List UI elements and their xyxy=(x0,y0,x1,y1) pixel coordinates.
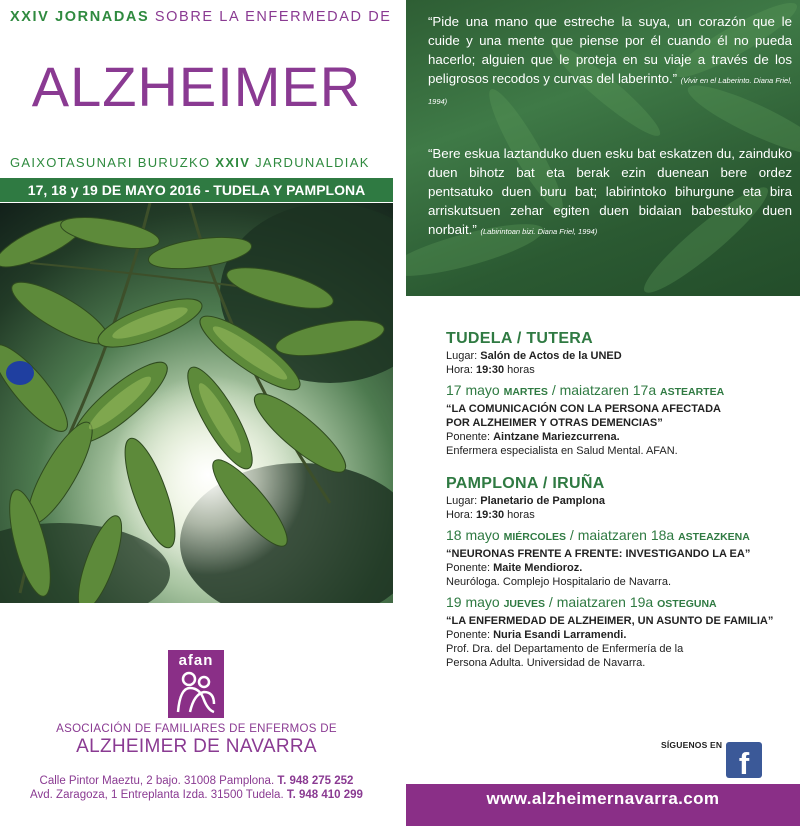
quote-basque-text: “Bere eskua laztanduko duen esku bat eskatzen du, zainduko duen bihotz bat eta berak ezin duenean bere ordez pentsatuko duen buru bat; labirintoko bihurgune eta bira arriskutsuen zehar egiten duen bidaian babestuko duen norbait.” xyxy=(428,146,792,237)
time-tudela xyxy=(446,363,796,377)
talk-title: “NEURONAS FRENTE A FRENTE: INVESTIGANDO LA EA” xyxy=(446,548,751,560)
session-date-es: 19 mayo xyxy=(446,594,500,610)
date-separator: / xyxy=(548,594,553,610)
session-day-es: MARTES xyxy=(503,386,548,398)
phone-pamplona: T. 948 275 252 xyxy=(277,775,354,787)
quote-basque-source: (Labirintoan bizi. Diana Friel, 1994) xyxy=(480,227,598,236)
date-banner: 17, 18 y 19 DE MAYO 2016 - TUDELA Y PAMPLONA xyxy=(0,178,393,202)
venue-pamplona xyxy=(446,494,796,508)
speaker-name: Nuria Esandi Larramendi. xyxy=(493,629,627,641)
jornadas-word: JORNADAS xyxy=(55,9,150,25)
speaker-role: Neuróloga. Complejo Hospitalario de Navarra. xyxy=(446,576,672,588)
time-unit: horas xyxy=(507,509,535,521)
association-name-line1: ASOCIACIÓN DE FAMILIARES DE ENFERMOS DE xyxy=(56,723,337,735)
facebook-icon[interactable]: f xyxy=(726,742,762,778)
session-date-eu: maiatzaren 19a xyxy=(556,594,654,610)
left-panel xyxy=(0,0,393,826)
session-date-eu: maiatzaren 17a xyxy=(559,382,657,398)
afan-logo xyxy=(168,650,224,718)
speaker-name: Maite Mendioroz. xyxy=(493,562,583,574)
speaker xyxy=(446,430,796,444)
session-date xyxy=(446,528,796,544)
basque-edition-number: XXIV xyxy=(215,155,251,170)
session-date-es: 18 mayo xyxy=(446,527,500,543)
speaker-label: Ponente: xyxy=(446,431,491,443)
speaker-role-cont: Persona Adulta. Universidad de Navarra. xyxy=(446,657,646,669)
session-day-eu: OSTEGUNA xyxy=(657,598,717,610)
session-day-es: MIÉRCOLES xyxy=(503,531,567,543)
speaker-label: Ponente: xyxy=(446,562,491,574)
city-heading-pamplona: PAMPLONA / IRUÑA xyxy=(446,475,605,492)
quote-panel xyxy=(406,0,800,296)
speaker-label: Ponente: xyxy=(446,629,491,641)
speaker-role: Prof. Dra. del Departamento de Enfermería de la xyxy=(446,643,684,655)
session-day-es: JUEVES xyxy=(503,598,546,610)
schedule xyxy=(446,332,796,670)
leaves-photo xyxy=(0,203,393,603)
website-link[interactable]: www.alzheimernavarra.com xyxy=(406,784,800,826)
event-header-line2 xyxy=(10,155,370,170)
venue-name: Planetario de Pamplona xyxy=(480,495,605,507)
time-label: Hora: xyxy=(446,509,473,521)
phone-tudela: T. 948 410 299 xyxy=(286,789,363,801)
date-separator: / xyxy=(551,382,556,398)
logo-wordmark: afan xyxy=(178,652,214,669)
session-date xyxy=(446,383,796,399)
talk-title: “LA ENFERMEDAD DE ALZHEIMER, UN ASUNTO DE FAMILIA” xyxy=(446,615,774,627)
city-heading-tudela: TUDELA / TUTERA xyxy=(446,330,594,347)
talk-title-cont: POR ALZHEIMER Y OTRAS DEMENCIAS” xyxy=(446,417,663,429)
quote-spanish-text: “Pide una mano que estreche la suya, un corazón que le cuide y una mente que piense por él cuando él no pueda hacerlo; alguien que le proteja en su viaje a través de los peligrosos recodos y curvas del laberinto.” xyxy=(428,14,792,86)
embrace-figures-icon xyxy=(174,670,218,714)
time-unit: horas xyxy=(507,364,535,376)
speaker xyxy=(446,561,796,575)
time-value: 19:30 xyxy=(475,509,505,521)
basque-jardunaldiak: JARDUNALDIAK xyxy=(255,155,370,170)
session-day-eu: ASTEAZKENA xyxy=(678,531,750,543)
venue-label: Lugar: xyxy=(446,350,478,362)
address-tudela xyxy=(0,789,393,801)
date-separator: / xyxy=(569,527,574,543)
quote-spanish-source: (Vivir en el Laberinto. Diana Friel, 1994) xyxy=(428,76,792,106)
basque-subtitle: GAIXOTASUNARI BURUZKO xyxy=(10,155,211,170)
edition-number: XXIV xyxy=(10,9,50,25)
speaker xyxy=(446,628,796,642)
header-subtitle: SOBRE LA ENFERMEDAD DE xyxy=(154,9,392,25)
session-date-eu: maiatzaren 18a xyxy=(577,527,675,543)
venue-name: Salón de Actos de la UNED xyxy=(480,350,622,362)
speaker-name: Aintzane Mariezcurrena. xyxy=(493,431,620,443)
time-label: Hora: xyxy=(446,364,473,376)
session-date-es: 17 mayo xyxy=(446,382,500,398)
talk-title: “LA COMUNICACIÓN CON LA PERSONA AFECTADA xyxy=(446,403,721,415)
address-pamplona-text: Calle Pintor Maeztu, 2 bajo. 31008 Pamplona. xyxy=(39,775,275,787)
time-value: 19:30 xyxy=(475,364,505,376)
venue-tudela xyxy=(446,349,796,363)
speaker-role: Enfermera especialista en Salud Mental. AFAN. xyxy=(446,445,678,457)
leaves-illustration xyxy=(0,203,393,603)
association-name-line2: ALZHEIMER DE NAVARRA xyxy=(76,736,317,757)
event-header-line1 xyxy=(10,9,392,25)
address-tudela-text: Avd. Zaragoza, 1 Entreplanta Izda. 31500 Tudela. xyxy=(30,789,284,801)
time-pamplona xyxy=(446,508,796,522)
venue-label: Lugar: xyxy=(446,495,478,507)
follow-us-label: SÍGUENOS EN xyxy=(661,740,723,750)
quote-spanish xyxy=(428,12,792,111)
address-pamplona xyxy=(0,775,393,787)
quote-basque xyxy=(428,144,792,241)
session-day-eu: ASTEARTEA xyxy=(660,386,725,398)
session-date xyxy=(446,595,796,611)
main-title: ALZHEIMER xyxy=(31,55,362,118)
